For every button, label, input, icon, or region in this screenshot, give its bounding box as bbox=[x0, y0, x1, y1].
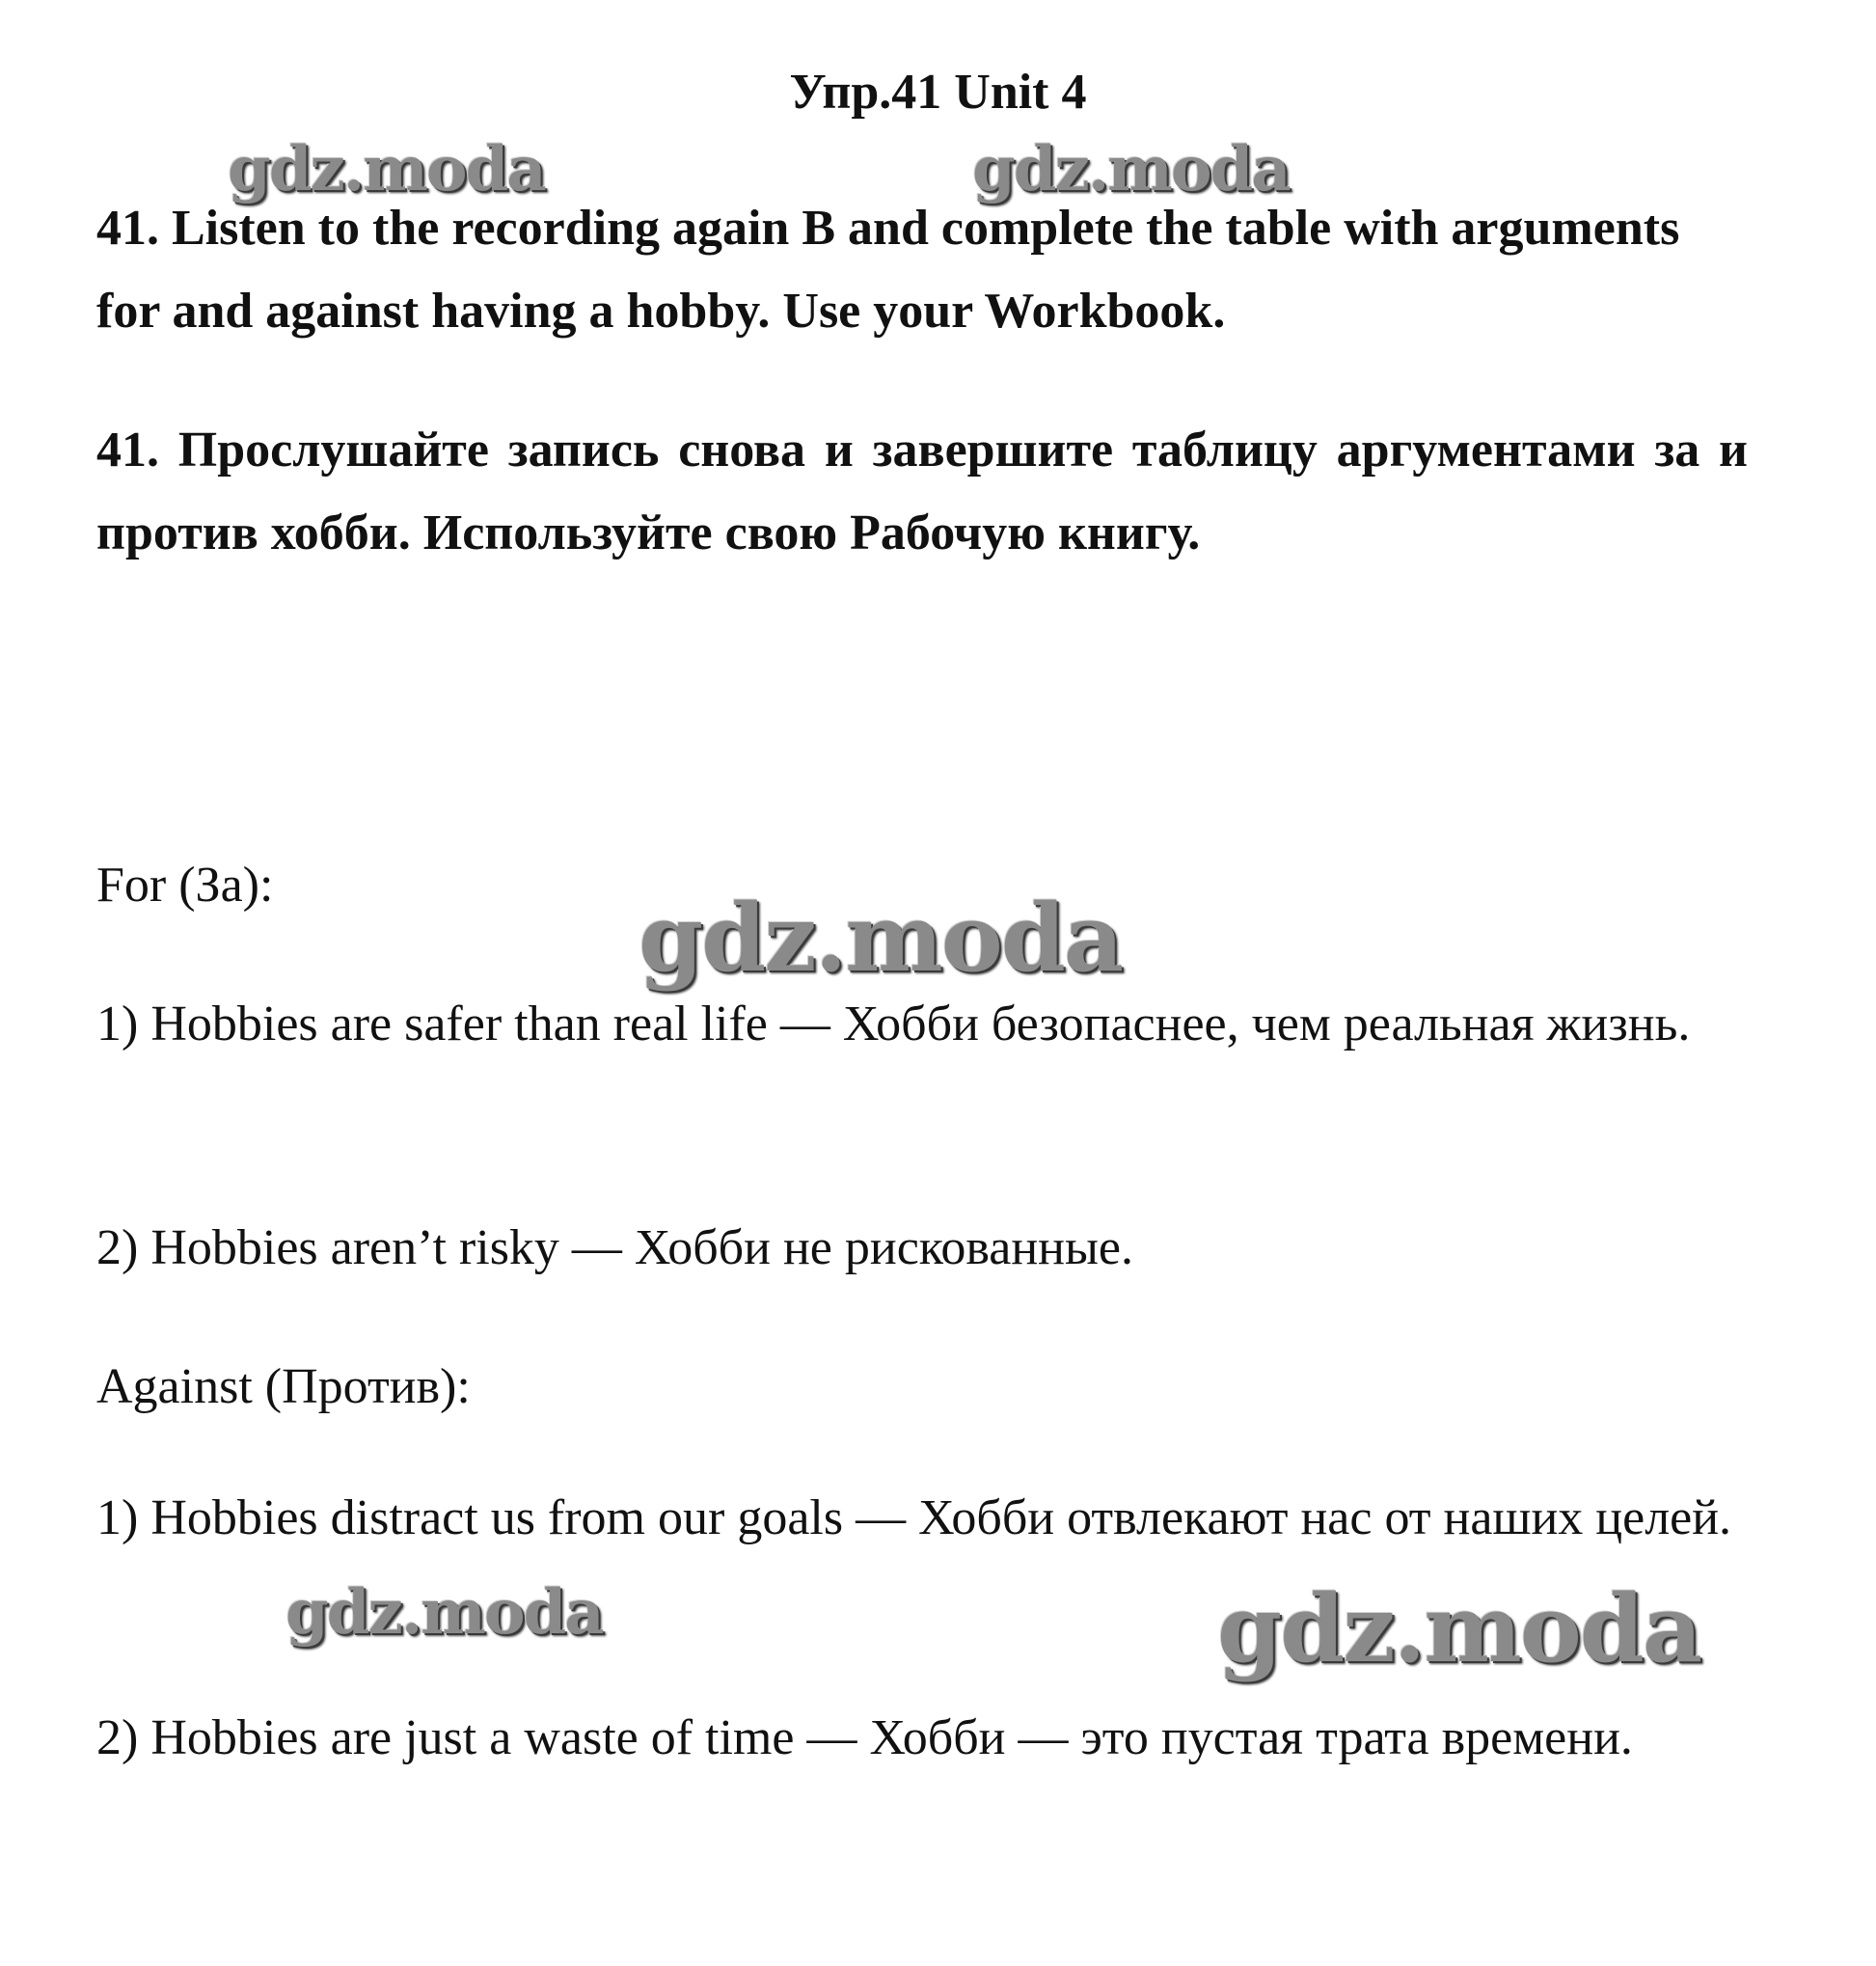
against-item: 1) Hobbies distract us from our goals — Хобби отвлекают нас от наших целей. bbox=[96, 1490, 1732, 1545]
for-item: 2) Hobbies aren’t risky — Хобби не рискованные. bbox=[96, 1220, 1134, 1275]
watermark: gdz.moda bbox=[639, 884, 1123, 993]
against-label: Against (Против): bbox=[96, 1359, 471, 1414]
watermark: gdz.moda bbox=[1217, 1574, 1701, 1683]
against-item: 2) Hobbies are just a waste of time — Хобби — это пустая трата времени. bbox=[96, 1710, 1633, 1765]
watermark: gdz.moda bbox=[972, 133, 1290, 205]
for-item: 1) Hobbies are safer than real life — Хобби безопаснее, чем реальная жизнь. bbox=[96, 997, 1691, 1051]
watermark: gdz.moda bbox=[228, 133, 545, 205]
task-russian: 41. Прослушайте запись снова и завершите таблицу аргументами за и против хобби. Используйте свою Рабочую книгу. bbox=[96, 423, 1748, 560]
for-label: For (За): bbox=[96, 858, 274, 913]
watermark: gdz.moda bbox=[285, 1576, 603, 1649]
task-english: 41. Listen to the recording again B and complete the table with arguments for and against having a hobby. Use your Workbook. bbox=[96, 201, 1680, 339]
page-title: Упр.41 Unit 4 bbox=[789, 65, 1087, 120]
